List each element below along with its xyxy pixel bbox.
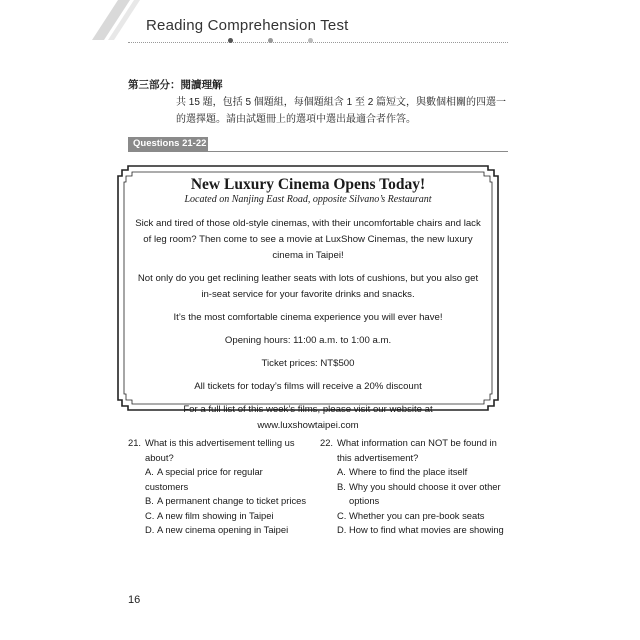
option-text: A permanent change to ticket prices	[157, 495, 307, 506]
corner-decoration	[82, 0, 142, 40]
advertisement-paragraph: Opening hours: 11:00 a.m. to 1:00 a.m.	[224, 335, 392, 346]
advertisement-paragraph: Not only do you get reclining leather seats with lots of cushions, but you also get in-seat service for your favorite drinks and snacks.	[137, 273, 479, 300]
advertisement-paragraph: Ticket prices: NT$500	[261, 358, 355, 369]
option-text: Whether you can pre-book seats	[349, 509, 485, 521]
section-instructions: 共 15 題，包括 5 個題組，每個題組含 1 至 2 篇短文，與數個相關的四選一的選擇題。請由試題冊上的選項中選出最適合者作答。	[176, 97, 507, 125]
option-text: Where to find the place itself	[349, 466, 468, 477]
page-header-title: Reading Comprehension Test	[146, 17, 349, 34]
answer-option-b[interactable]	[145, 494, 308, 509]
answer-options	[145, 465, 308, 538]
questions-range-tab: Questions 21-22	[128, 137, 208, 151]
answer-option-a[interactable]	[337, 465, 510, 480]
option-letter: A.	[145, 466, 154, 477]
advertisement-paragraph: For a full list of this week’s films, please visit our website at www.luxshowtaipei.com	[183, 404, 433, 431]
answer-option-c[interactable]	[337, 509, 510, 524]
option-letter: C.	[145, 509, 155, 521]
option-text: A new cinema opening in Taipei	[157, 524, 289, 535]
question-stem: What information can NOT be found in this advertisement?	[337, 437, 497, 463]
advertisement-subtitle: Located on Nanjing East Road, opposite Silvano’s Restaurant	[184, 194, 432, 205]
question-number: 22.	[320, 437, 334, 448]
question-number: 21.	[128, 437, 142, 448]
advertisement-paragraph: Sick and tired of those old-style cinemas, with their uncomfortable chairs and lack of leg room? Then come to see a movie at LuxShow Cinemas, the new luxury cinema in Taipei!	[135, 218, 481, 261]
option-text: How to find what movies are showing	[349, 524, 504, 535]
question-stem: What is this advertisement telling us about?	[145, 437, 295, 463]
page-number: 16	[128, 594, 141, 606]
section-heading: 第三部分：閱讀理解	[128, 79, 223, 91]
answer-option-d[interactable]	[337, 523, 510, 538]
advertisement-paragraph: All tickets for today’s films will receive a 20% discount	[194, 381, 422, 392]
option-text: Why you should choose it over other options	[349, 480, 501, 506]
option-letter: D.	[337, 524, 347, 535]
header-dots	[128, 38, 468, 48]
option-text: A new film showing in Taipei	[157, 509, 274, 521]
answer-option-b[interactable]	[337, 480, 510, 509]
option-letter: A.	[337, 466, 346, 477]
question-22	[320, 436, 510, 538]
option-letter: D.	[145, 524, 155, 535]
answer-option-a[interactable]	[145, 465, 308, 494]
option-letter: C.	[337, 509, 347, 521]
advertisement	[132, 176, 484, 441]
option-text: A special price for regular customers	[145, 466, 263, 492]
advertisement-paragraph: It’s the most comfortable cinema experience you will ever have!	[173, 312, 443, 323]
questions-tab-rule	[128, 151, 508, 152]
answer-option-d[interactable]	[145, 523, 308, 538]
answer-options	[337, 465, 510, 538]
option-letter: B.	[145, 495, 154, 506]
advertisement-title: New Luxury Cinema Opens Today!	[190, 176, 426, 193]
option-letter: B.	[337, 480, 346, 492]
question-21	[128, 436, 308, 538]
answer-option-c[interactable]	[145, 509, 308, 524]
